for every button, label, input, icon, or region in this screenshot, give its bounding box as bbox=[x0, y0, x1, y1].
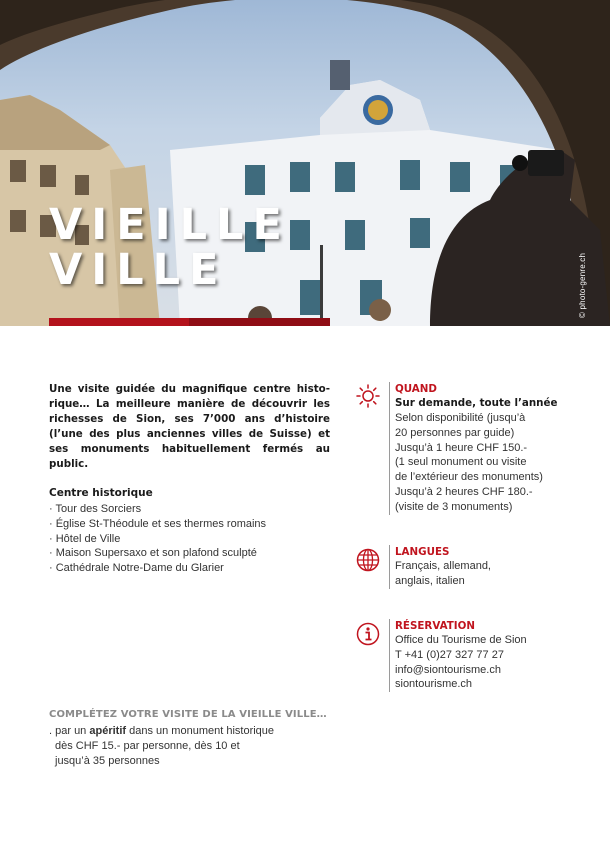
languages-block bbox=[389, 545, 491, 589]
languages-line: Français, allemand, bbox=[395, 560, 491, 572]
list-item: · Église St-Théodule et ses thermes romains bbox=[49, 517, 267, 530]
booking-email-link[interactable]: info@siontourisme.ch bbox=[395, 663, 501, 676]
historic-center-list bbox=[49, 502, 266, 576]
page-title bbox=[49, 200, 291, 295]
aperitif-line bbox=[49, 725, 274, 737]
aperitif-group-line: jusqu’à 35 personnes bbox=[55, 754, 160, 767]
when-label: QUAND bbox=[395, 383, 437, 395]
booking-office: Office du Tourisme de Sion bbox=[395, 634, 527, 646]
photo-credit: © photo-genre.ch bbox=[578, 252, 587, 318]
complete-visit-title: COMPLÉTEZ VOTRE VISITE DE LA VIEILLE VILLE… bbox=[49, 709, 327, 720]
intro-paragraph: Une visite guidée du magnifique centre historique… La meilleure manière de découvrir les richesses de Sion, ses 7’000 ans d’histoire (l’une des plus anciennes villes de Suisse) et ses monuments habituellement fermés au public. bbox=[49, 383, 330, 470]
list-item: · Hôtel de Ville bbox=[49, 532, 121, 545]
when-line: (visite de 3 monuments) bbox=[395, 500, 513, 513]
hero-photo bbox=[0, 0, 610, 326]
list-item: · Tour des Sorciers bbox=[49, 503, 142, 515]
accent-bar-dark bbox=[189, 318, 330, 326]
languages-line: anglais, italien bbox=[395, 574, 465, 587]
complete-visit-text bbox=[49, 724, 349, 768]
info-icon bbox=[356, 622, 380, 646]
when-line: 20 personnes par guide) bbox=[395, 426, 515, 439]
when-line: Selon disponibilité (jusqu’à bbox=[395, 412, 526, 424]
languages-label: LANGUES bbox=[395, 546, 450, 558]
booking-website-link[interactable]: siontourisme.ch bbox=[395, 678, 473, 691]
title-line-2: VILLE bbox=[49, 245, 228, 295]
sun-icon bbox=[356, 384, 380, 408]
accent-bar bbox=[49, 318, 330, 326]
when-block bbox=[389, 382, 557, 515]
aperitif-price-line: dès CHF 15.- par personne, dès 10 et bbox=[55, 739, 240, 752]
booking-block bbox=[389, 619, 527, 692]
booking-phone[interactable]: T +41 (0)27 327 77 27 bbox=[395, 648, 504, 661]
historic-center-title: Centre historique bbox=[49, 487, 153, 499]
when-line: (1 seul monument ou visite bbox=[395, 456, 527, 469]
aperitif-prefix: . par un bbox=[49, 725, 90, 737]
when-line: Jusqu’à 1 heure CHF 150.- bbox=[395, 441, 528, 454]
when-subtitle: Sur demande, toute l’année bbox=[395, 397, 558, 409]
when-line: Jusqu’à 2 heures CHF 180.- bbox=[395, 485, 533, 498]
aperitif-rest: dans un monument historique bbox=[126, 725, 275, 737]
title-line-1: VIEILLE bbox=[49, 200, 291, 250]
list-item: · Maison Supersaxo et son plafond sculpté bbox=[49, 547, 257, 560]
when-line: de l’extérieur des monuments) bbox=[395, 471, 543, 484]
globe-icon bbox=[356, 548, 380, 572]
booking-label: RÉSERVATION bbox=[395, 620, 476, 632]
list-item: · Cathédrale Notre-Dame du Glarier bbox=[49, 562, 224, 575]
aperitif-highlight: apéritif bbox=[89, 725, 127, 737]
